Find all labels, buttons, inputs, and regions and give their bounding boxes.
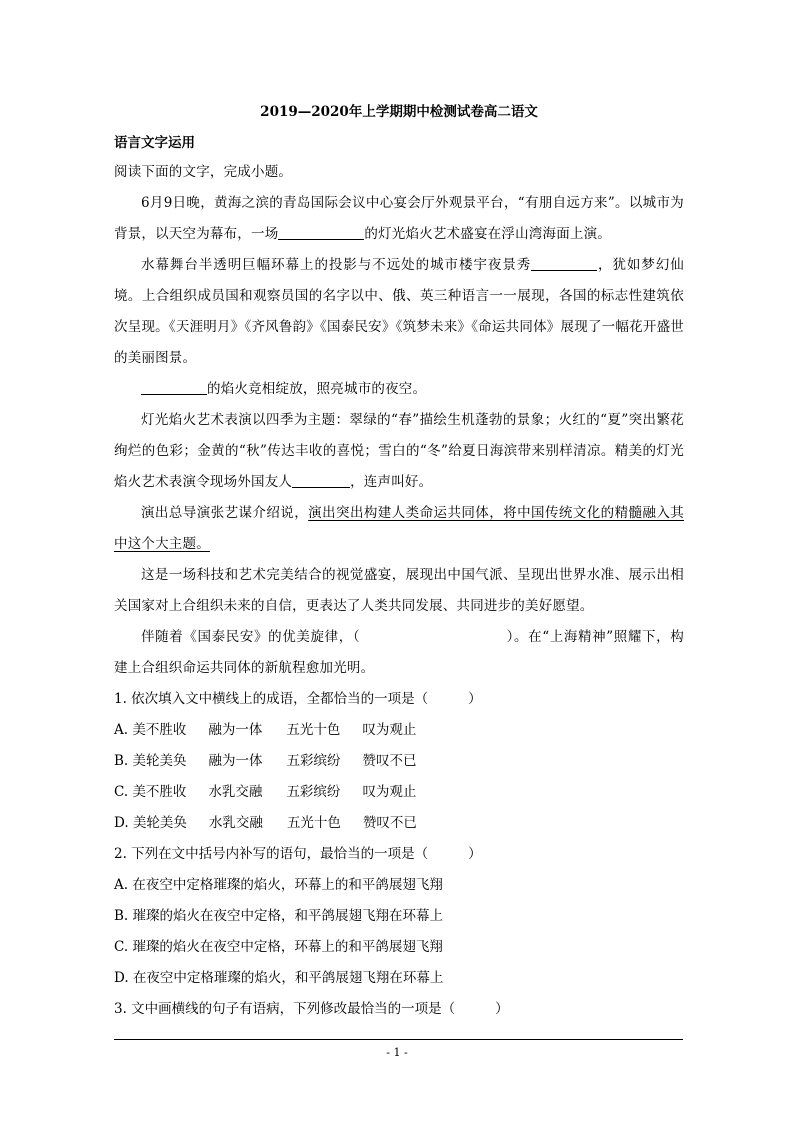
question-2-stem [114, 839, 684, 870]
option-label: C. [114, 784, 129, 800]
fill-blank-1 [278, 225, 364, 240]
passage-text: 的灯光焰火艺术盛宴在浮山湾海面上演。 [364, 226, 612, 242]
option-word: 叹为观止 [362, 722, 417, 738]
option-text: 璀璨的焰火在夜空中定格，和平鸽展翅飞翔在环幕上 [132, 908, 444, 924]
option-word: 水乳交融 [208, 784, 263, 800]
option-word: 叹为观止 [362, 784, 417, 800]
option-label: D. [114, 815, 129, 831]
option-word: 五彩缤纷 [286, 784, 341, 800]
section-heading: 语言文字运用 [114, 135, 195, 151]
option-label: B. [114, 753, 129, 769]
fill-blank-3 [141, 380, 207, 395]
option-word: 美轮美奂 [132, 753, 187, 769]
question-2-option-d [114, 963, 684, 994]
option-word: 美不胜收 [132, 784, 187, 800]
option-word: 五彩缤纷 [286, 753, 341, 769]
passage-paragraph-5 [114, 498, 684, 560]
passage-paragraph-3 [114, 374, 684, 405]
question-2-option-a [114, 870, 684, 901]
option-word: 美不胜收 [132, 722, 187, 738]
instruction: 阅读下面的文字，完成小题。 [114, 164, 293, 180]
question-1-option-b [114, 746, 684, 777]
option-word: 美轮美奂 [132, 815, 187, 831]
underlined-sentence: 演出突出构建人类命运共同体，将中国传统文化的精髓融入其中这个大主题。 [114, 505, 684, 552]
option-text: 在夜空中定格璀璨的焰火，环幕上的和平鸽展翅飞翔 [132, 877, 443, 893]
option-word: 融为一体 [208, 753, 263, 769]
exam-title: 2019—2020年上学期期中检测试卷高二语文 [260, 104, 538, 120]
option-word: 融为一体 [208, 722, 263, 738]
option-label: D. [114, 970, 129, 986]
question-text: ） [495, 1001, 509, 1017]
option-text: 璀璨的焰火在夜空中定格，环幕上的和平鸽展翅飞翔 [132, 939, 443, 955]
option-label: B. [114, 908, 129, 924]
question-1-option-d [114, 808, 684, 839]
fill-blank-2 [531, 256, 597, 271]
option-word: 五光十色 [286, 815, 341, 831]
question-2-option-c [114, 932, 684, 963]
passage-text: 6月9日晚，黄海之滨的青岛国际会议中心宴会厅外观景平台，“有朋自远方来”。以城市为背景，以天空为幕布，一场 [114, 195, 684, 242]
passage-text: 灯光焰火艺术表演以四季为主题：翠绿的“春”描绘生机蓬勃的景象；火红的“夏”突出繁花绚烂的色彩；金黄的“秋”传达丰收的喜悦；雪白的“冬”给夏日海滨带来别样清凉。精美的灯光焰火艺术表演令现场外国友人 [114, 412, 684, 490]
passage-paragraph-7 [114, 622, 684, 684]
option-word: 赞叹不已 [362, 815, 417, 831]
fill-blank-4 [292, 473, 350, 488]
question-text: 3. 文中画横线的句子有语病，下列修改最恰当的一项是（ [114, 1001, 456, 1017]
question-text: ） [468, 846, 482, 862]
option-word: 五光十色 [286, 722, 341, 738]
footer-divider [114, 1039, 683, 1040]
exam-content [114, 96, 684, 1025]
passage-text: 水幕舞台半透明巨幅环幕上的投影与不远处的城市楼宇夜景秀 [141, 257, 532, 273]
option-label: A. [114, 877, 129, 893]
question-2-option-b [114, 901, 684, 932]
passage-text: 的焰火竞相绽放，照亮城市的夜空。 [207, 381, 427, 397]
passage-text: ）。在“上海精神”照耀下，构建上合组织命运共同体的新航程愈加光明。 [114, 629, 684, 676]
passage-text: 伴随着《国泰民安》的优美旋律，（ [141, 629, 361, 645]
page-number: - 1 - [386, 1046, 408, 1059]
question-1-stem [114, 684, 684, 715]
question-text: 2. 下列在文中括号内补写的语句，最恰当的一项是（ [114, 846, 429, 862]
question-text: 1. 依次填入文中横线上的成语，全都恰当的一项是（ [114, 691, 429, 707]
passage-paragraph-6: 这是一场科技和艺术完美结合的视觉盛宴，展现出中国气派、呈现出世界水准、展示出相关国家对上合组织未来的自信，更表达了人类共同发展、共同进步的美好愿望。 [114, 567, 684, 614]
question-1-option-c [114, 777, 684, 808]
question-3-stem [114, 994, 684, 1025]
passage-text: 演出总导演张艺谋介绍说， [141, 505, 309, 521]
option-word: 水乳交融 [208, 815, 263, 831]
question-text: ） [468, 691, 482, 707]
passage-paragraph-2 [114, 250, 684, 374]
option-label: A. [114, 722, 129, 738]
passage-paragraph-1 [114, 188, 684, 250]
question-1-option-a [114, 715, 684, 746]
option-text: 在夜空中定格璀璨的焰火，和平鸽展翅飞翔在环幕上 [132, 970, 444, 986]
passage-text: ，犹如梦幻仙境。上合组织成员国和观察员国的名字以中、俄、英三种语言一一展现，各国的标志性建筑依次呈现。《天涯明月》《齐风鲁韵》《国泰民安》《筑梦未来》《命运共同体》展现了一幅花开盛世的美丽图景。 [114, 257, 684, 366]
option-word: 赞叹不已 [362, 753, 417, 769]
option-label: C. [114, 939, 129, 955]
passage-paragraph-4 [114, 405, 684, 498]
passage-text: ，连声叫好。 [350, 474, 433, 490]
